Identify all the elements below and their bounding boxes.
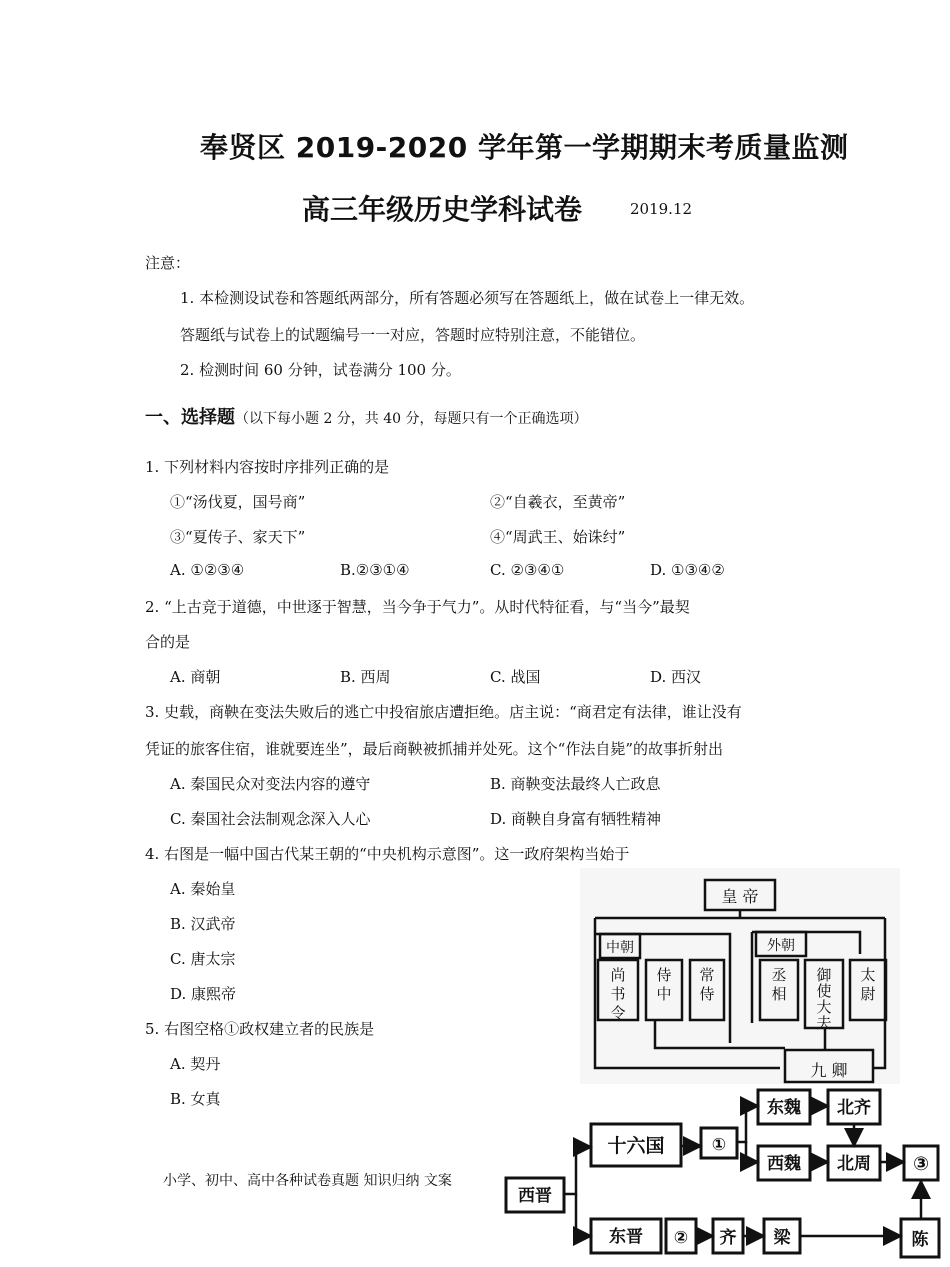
label-beizhou: 北周	[837, 1154, 871, 1174]
q2-option-c: C. 战国	[490, 668, 541, 686]
label-chen: 陈	[911, 1230, 929, 1250]
q3-option-a: A. 秦国民众对变法内容的遵守	[170, 775, 371, 793]
exam-title: 奉贤区 2019-2020 学年第一学期期末考质量监测	[200, 131, 849, 164]
section1-heading: 一、选择题	[145, 407, 235, 428]
outer-office-label-2: 御使大夫	[816, 966, 832, 1032]
emperor-label: 皇 帝	[721, 887, 759, 906]
q3-option-c: C. 秦国社会法制观念深入人心	[170, 810, 371, 828]
q1-material-1: ①“汤伐夏，国号商”	[170, 493, 306, 511]
q4-option-a: A. 秦始皇	[170, 880, 236, 898]
outer-court-label: 外朝	[767, 938, 795, 954]
q2-option-a: A. 商朝	[170, 668, 221, 686]
exam-date: 2019.12	[630, 200, 693, 218]
q1-option-a: A. ①②③④	[170, 561, 245, 579]
label-dongjin: 东晋	[609, 1227, 643, 1247]
section1-header	[145, 403, 588, 429]
inner-court-label: 中朝	[606, 940, 634, 956]
section1-note: （以下每小题 2 分，共 40 分，每题只有一个正确选项）	[235, 411, 588, 427]
inner-office-label-3: 常侍	[699, 966, 715, 1003]
q5-option-a: A. 契丹	[170, 1055, 221, 1073]
q4-option-c: C. 唐太宗	[170, 950, 236, 968]
q3-option-b: B. 商鞅变法最终人亡政息	[490, 775, 661, 793]
central-government-diagram	[580, 868, 900, 1086]
q5-stem: 5. 右图空格①政权建立者的民族是	[145, 1020, 375, 1038]
q1-option-c: C. ②③④①	[490, 561, 565, 579]
q1-material-2: ②“自羲衣，至黄帝”	[490, 493, 626, 511]
inner-office-label-2: 侍中	[656, 966, 672, 1003]
q1-material-3: ③“夏传子、家天下”	[170, 528, 306, 546]
q1-stem: 1. 下列材料内容按时序排列正确的是	[145, 458, 390, 476]
q4-option-b: B. 汉武帝	[170, 915, 236, 933]
notice-item1-line2: 答题纸与试卷上的试题编号一一对应，答题时应特别注意，不能错位。	[180, 326, 646, 344]
q4-stem: 4. 右图是一幅中国古代某王朝的“中央机构示意图”。这一政府架构当始于	[145, 845, 630, 863]
outer-office-label-1: 丞相	[771, 966, 787, 1003]
label-blank2: ②	[673, 1228, 689, 1248]
q1-material-4: ④“周武王、始诛纣”	[490, 528, 626, 546]
exam-subtitle: 高三年级历史学科试卷	[302, 193, 583, 226]
q3-stem-line1: 3. 史载，商鞅在变法失败后的逃亡中投宿旅店遭拒绝。店主说：“商君定有法律，谁让没有	[145, 703, 742, 721]
q1-option-d: D. ①③④②	[650, 561, 725, 579]
label-qi: 齐	[719, 1228, 737, 1248]
label-beiqi: 北齐	[837, 1098, 871, 1118]
label-xiwei: 西魏	[767, 1154, 801, 1174]
q1-option-b: B.②③①④	[340, 561, 410, 579]
label-blank1: ①	[711, 1135, 727, 1155]
label-liang: 梁	[773, 1228, 791, 1248]
notice-item1-line1: 1. 本检测设试卷和答题纸两部分，所有答题必须写在答题纸上，做在试卷上一律无效。	[180, 289, 755, 307]
q2-option-b: B. 西周	[340, 668, 391, 686]
label-dongwei: 东魏	[767, 1098, 801, 1118]
nine-ministers-label: 九 卿	[810, 1061, 848, 1080]
q2-option-d: D. 西汉	[650, 668, 702, 686]
notice-item2: 2. 检测时间 60 分钟，试卷满分 100 分。	[180, 361, 461, 379]
q2-stem-line2: 合的是	[145, 633, 191, 651]
q2-stem-line1: 2. “上古竞于道德，中世逐于智慧，当今争于气力”。从时代特征看，与“当今”最契	[145, 598, 690, 616]
notice-label: 注意：	[145, 254, 191, 272]
label-blank3: ③	[912, 1153, 930, 1175]
dynasty-flow-diagram	[496, 1084, 950, 1267]
q3-stem-line2: 凭证的旅客住宿，谁就要连坐”，最后商鞅被抓捕并处死。这个“作法自毙”的故事折射出	[145, 740, 724, 758]
q3-option-d: D. 商鞅自身富有牺牲精神	[490, 810, 662, 828]
q5-option-b: B. 女真	[170, 1090, 221, 1108]
q4-option-d: D. 康熙帝	[170, 985, 237, 1003]
label-xijin: 西晋	[518, 1186, 552, 1206]
label-shiliuguo: 十六国	[607, 1135, 665, 1157]
footer-text: 小学、初中、高中各种试卷真题 知识归纳 文案	[163, 1173, 452, 1189]
inner-office-label-1: 尚书令	[610, 966, 626, 1022]
outer-office-label-3: 太尉	[860, 966, 876, 1003]
